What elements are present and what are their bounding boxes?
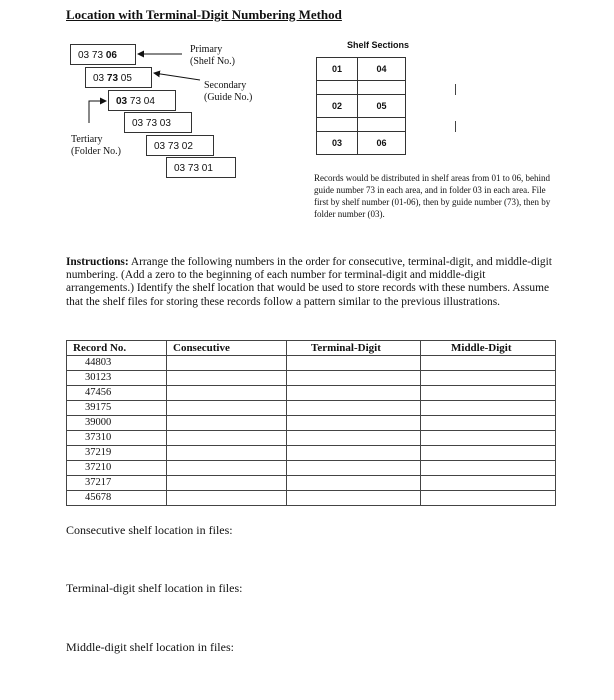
terminal-cell[interactable] (287, 476, 421, 491)
record-number: 45678 (67, 491, 167, 506)
terminal-cell[interactable] (287, 461, 421, 476)
primary-label: Primary (Shelf No.) (190, 44, 235, 67)
middle-cell[interactable] (421, 416, 556, 431)
terminal-cell[interactable] (287, 401, 421, 416)
consecutive-cell[interactable] (167, 386, 287, 401)
consecutive-cell[interactable] (167, 371, 287, 386)
table-row (67, 371, 556, 386)
middle-cell[interactable] (421, 461, 556, 476)
table-row (67, 446, 556, 461)
folder-4-number: 03 73 02 (154, 141, 193, 152)
shelf-row-2 (316, 94, 406, 118)
table-row (67, 491, 556, 506)
shelf-tick (455, 84, 456, 95)
middle-cell[interactable] (421, 356, 556, 371)
instructions-lead: Instructions: (66, 256, 129, 268)
record-number: 37219 (67, 446, 167, 461)
header-middle-digit: Middle-Digit (421, 341, 556, 356)
secondary-arrow (154, 73, 200, 80)
shelf-cell: 03 (316, 131, 358, 155)
middle-cell[interactable] (421, 446, 556, 461)
consecutive-cell[interactable] (167, 401, 287, 416)
folder-0-number: 03 73 06 (78, 50, 117, 61)
middle-cell[interactable] (421, 476, 556, 491)
instructions (66, 256, 556, 309)
table-row (67, 461, 556, 476)
middle-cell[interactable] (421, 386, 556, 401)
middle-location-label: Middle-digit shelf location in files: (66, 640, 234, 654)
terminal-cell[interactable] (287, 431, 421, 446)
consecutive-cell[interactable] (167, 416, 287, 431)
secondary-label: Secondary (Guide No.) (204, 80, 253, 103)
table-row (67, 401, 556, 416)
tertiary-arrow (89, 101, 106, 123)
middle-cell[interactable] (421, 401, 556, 416)
consecutive-cell[interactable] (167, 461, 287, 476)
table-row (67, 416, 556, 431)
record-number: 44803 (67, 356, 167, 371)
terminal-cell[interactable] (287, 491, 421, 506)
folder-2-number: 03 73 04 (116, 96, 155, 107)
folder-5-number: 03 73 01 (174, 163, 213, 174)
folder-1-number: 03 73 05 (93, 73, 132, 84)
shelf-row-1 (316, 57, 406, 81)
middle-cell[interactable] (421, 491, 556, 506)
records-table (66, 340, 556, 506)
record-number: 37310 (67, 431, 167, 446)
record-number: 47456 (67, 386, 167, 401)
record-number: 39000 (67, 416, 167, 431)
tertiary-label: Tertiary (Folder No.) (71, 134, 121, 157)
terminal-cell[interactable] (287, 386, 421, 401)
table-row (67, 386, 556, 401)
consecutive-cell[interactable] (167, 431, 287, 446)
record-number: 30123 (67, 371, 167, 386)
shelf-cell: 02 (316, 94, 358, 118)
header-record-no: Record No. (67, 341, 167, 356)
terminal-cell[interactable] (287, 371, 421, 386)
table-row (67, 476, 556, 491)
shelf-note: Records would be distributed in shelf areas from 01 to 06, behind guide number 73 in each area, and in folder 03 in each area. File first by shelf number (01-06), then by guide number (73), then by folder number (03). (314, 173, 551, 219)
page-title: Location with Terminal-Digit Numbering Method (66, 7, 342, 22)
shelf-tick (455, 121, 456, 132)
record-number: 37217 (67, 476, 167, 491)
consecutive-cell[interactable] (167, 491, 287, 506)
terminal-cell[interactable] (287, 416, 421, 431)
shelf-cell: 06 (357, 131, 406, 155)
header-consecutive: Consecutive (167, 341, 287, 356)
middle-cell[interactable] (421, 431, 556, 446)
shelf-cell: 05 (357, 94, 406, 118)
consecutive-location-label: Consecutive shelf location in files: (66, 523, 233, 537)
terminal-cell[interactable] (287, 446, 421, 461)
table-header-row (67, 341, 556, 356)
middle-cell[interactable] (421, 371, 556, 386)
terminal-cell[interactable] (287, 356, 421, 371)
record-number: 39175 (67, 401, 167, 416)
consecutive-cell[interactable] (167, 356, 287, 371)
table-row (67, 356, 556, 371)
shelf-upright-mid (357, 57, 358, 155)
terminal-location-label: Terminal-digit shelf location in files: (66, 581, 243, 595)
shelf-upright-right (405, 57, 406, 155)
header-terminal-digit: Terminal-Digit (287, 341, 421, 356)
table-row (67, 431, 556, 446)
record-number: 37210 (67, 461, 167, 476)
shelf-upright-left (316, 57, 317, 155)
shelf-sections-title: Shelf Sections (347, 40, 410, 50)
consecutive-cell[interactable] (167, 476, 287, 491)
shelf-cell: 01 (316, 57, 358, 81)
folder-3-number: 03 73 03 (132, 118, 171, 129)
shelf-cell: 04 (357, 57, 406, 81)
consecutive-cell[interactable] (167, 446, 287, 461)
instructions-text: Arrange the following numbers in the order for consecutive, terminal-digit, and middle-digit numbering. (Add a zero to the beginning of each number for terminal-digit and middle-digit arrangements.) Identify the shelf location that would be used to store records with these numbers. Assume that the shelf files for storing these records follow a pattern similar to the previous illustrations. (66, 256, 552, 308)
shelf-row-3 (316, 131, 406, 155)
